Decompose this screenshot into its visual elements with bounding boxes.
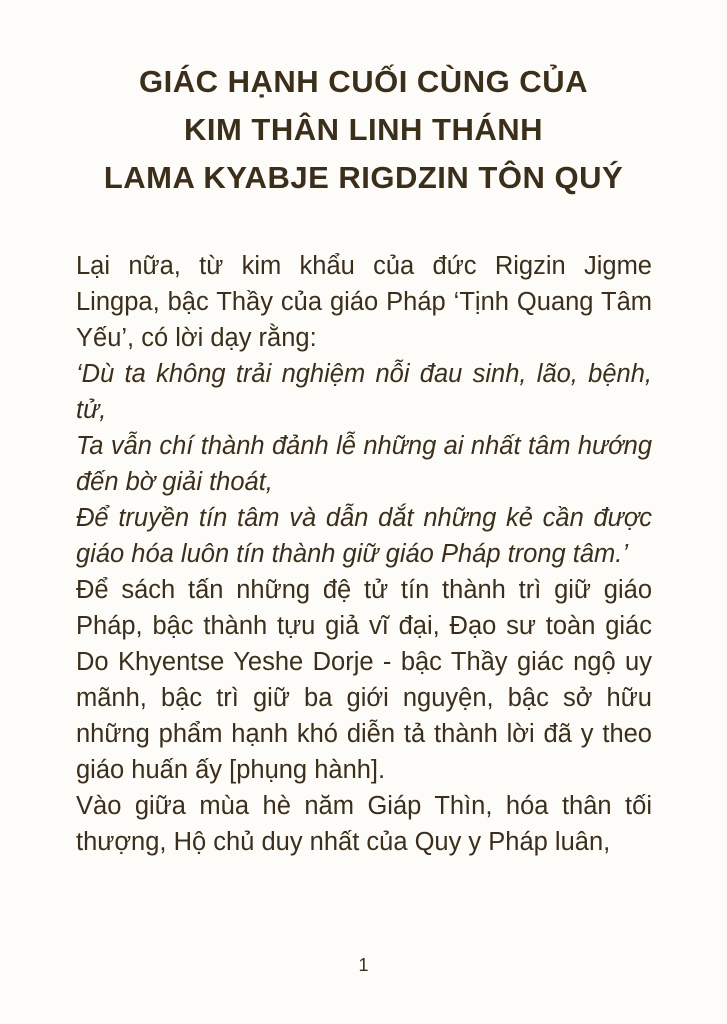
title-line-2: KIM THÂN LINH THÁNH	[183, 112, 544, 147]
title-line-1: GIÁC HẠNH CUỐI CÙNG CỦA	[139, 64, 588, 99]
intro-paragraph: Lại nữa, từ kim khẩu của đức Rigzin Jigme Lingpa, bậc Thầy của giáo Pháp ‘Tịnh Quang Tâm Yếu’, có lời dạy rằng:	[76, 252, 652, 352]
page-number: 1	[358, 955, 369, 975]
title-line-3: LAMA KYABJE RIGDZIN TÔN QUÝ	[103, 160, 624, 195]
quote-line-1: ‘Dù ta không trải nghiệm nỗi đau sinh, lão, bệnh, tử,	[76, 360, 652, 424]
body-text	[76, 248, 652, 860]
quote-line-3: Để truyền tín tâm và dẫn dắt những kẻ cần được giáo hóa luôn tín thành giữ giáo Pháp trong tâm.’	[76, 504, 652, 568]
paragraph-2: Để sách tấn những đệ tử tín thành trì giữ giáo Pháp, bậc thành tựu giả vĩ đại, Đạo sư toàn giác Do Khyentse Yeshe Dorje - bậc Thầy giác ngộ uy mãnh, bậc trì giữ ba giới nguyện, bậc sở hữu những phẩm hạnh khó diễn tả thành lời đã y theo giáo huấn ấy [phụng hành].	[76, 576, 652, 784]
quote-line-2: Ta vẫn chí thành đảnh lễ những ai nhất tâm hướng đến bờ giải thoát,	[76, 432, 652, 496]
paragraph-3: Vào giữa mùa hè năm Giáp Thìn, hóa thân tối thượng, Hộ chủ duy nhất của Quy y Pháp luân,	[76, 792, 652, 856]
chapter-title	[40, 58, 687, 202]
